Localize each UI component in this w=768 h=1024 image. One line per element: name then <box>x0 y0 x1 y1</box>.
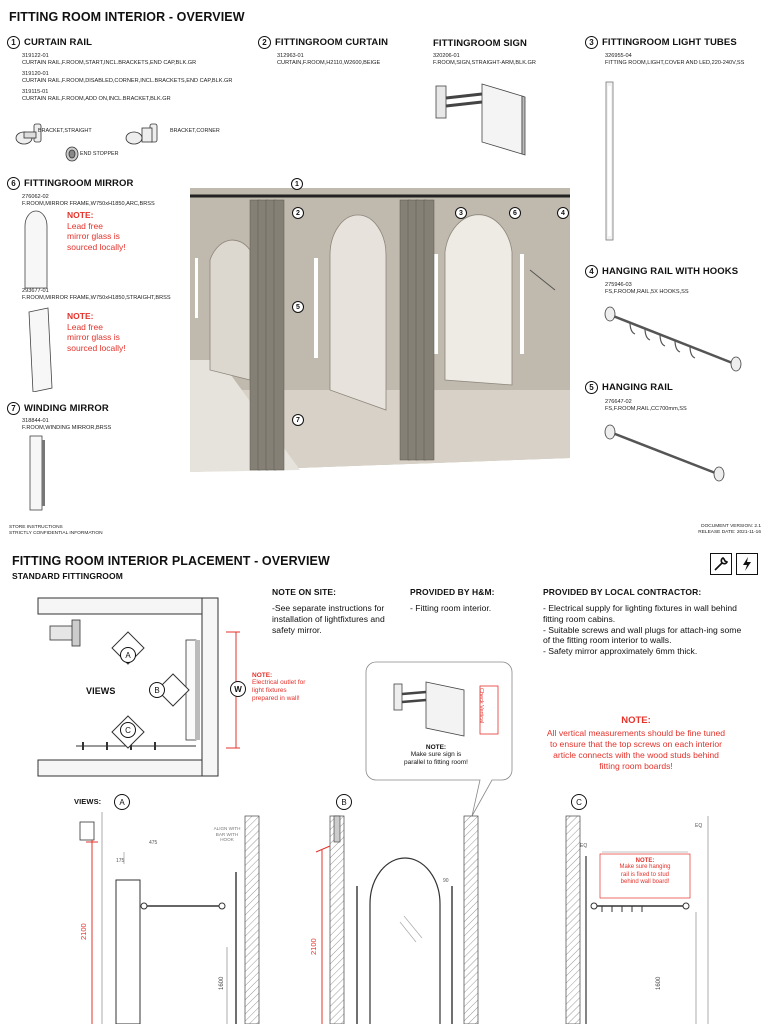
note-label: NOTE: <box>252 672 273 679</box>
section-title: HANGING RAIL WITH HOOKS <box>602 266 739 278</box>
bracket-corner-label: BRACKET,CORNER <box>170 128 220 134</box>
elevation-view-b <box>312 812 492 1024</box>
light-tube-illustration <box>600 80 620 242</box>
section-title: FITTINGROOM CURTAIN <box>275 37 389 49</box>
provided-by-local-contractor <box>543 587 743 657</box>
note-text: Make sure sign is parallel to fitting room! <box>404 751 468 766</box>
callout-1: 1 <box>291 178 303 190</box>
item-desc: CURTAIN RAIL,F.ROOM,ADD ON,INCL.BRACKET,BLK.GR <box>22 96 171 102</box>
hanging-hooks-info <box>605 282 689 296</box>
note-label: NOTE: <box>635 858 655 864</box>
views-row-label: VIEWS: <box>74 797 102 806</box>
mirror-note-2 <box>67 311 147 353</box>
dim-475: 475 <box>149 840 158 846</box>
section-light-tubes-header <box>585 36 737 49</box>
note-text: All vertical measurements should be fine tuned to ensure that the top screws on each interior article connects with the wood studs behind fitting room boards! <box>546 728 726 771</box>
elevation-view-a <box>72 812 267 1024</box>
view-label-b: B <box>149 682 165 698</box>
footer-line: RELEASE DATE: 2021-11-16 <box>698 530 761 535</box>
item-desc: CURTAIN,F.ROOM,H2110,W2600,BEIGE <box>277 60 381 66</box>
light-tubes-info <box>605 53 744 67</box>
callout-5: 5 <box>292 301 304 313</box>
fitting-room-render <box>190 180 585 480</box>
section-number: 7 <box>7 402 20 415</box>
end-stopper-label: END STOPPER <box>80 151 119 157</box>
note-on-site <box>272 587 402 635</box>
views-label: VIEWS <box>86 686 116 696</box>
callout-3: 3 <box>455 207 467 219</box>
item-desc: F.ROOM,MIRROR FRAME,W750xH1850,ARC,BRSS <box>22 201 155 207</box>
curtain-rail-list <box>22 53 252 103</box>
section-hanging-hooks-header <box>585 265 738 278</box>
item-desc: FS,F.ROOM,RAIL,CC700mm,SS <box>605 406 687 412</box>
item-code: 312963-01 <box>277 53 304 59</box>
hanging-rail-illustration <box>600 420 730 490</box>
item-code: 318844-01 <box>22 418 49 424</box>
mirror-straight-info <box>22 288 171 302</box>
item-code: 276062-02 <box>22 194 49 200</box>
callout-2: 2 <box>292 207 304 219</box>
mirror-note-1 <box>67 210 147 252</box>
note-text: Make sure hanging rail is fixed to stud behind wall board! <box>619 864 671 885</box>
note-label: NOTE: <box>425 744 447 751</box>
sign-info <box>433 53 536 67</box>
callout-4: 4 <box>557 207 569 219</box>
eq-right: EQ <box>695 823 703 829</box>
wrench-icon <box>710 553 732 575</box>
footer-line: STORE INSTRUCTIONS <box>9 525 63 530</box>
hanging-hooks-illustration <box>600 300 750 380</box>
item-code: 319120-01 <box>22 71 49 77</box>
sign-detail-bubble <box>364 660 516 820</box>
dim-90: 90 <box>443 878 449 884</box>
note-on-site-title: NOTE ON SITE: <box>272 587 337 597</box>
dim-1600-c: 1600 <box>656 976 662 990</box>
provided-local-line: - Suitable screws and wall plugs for attach-ing some of the fitting room interior to walls. <box>543 624 742 646</box>
page2-title: FITTING ROOM INTERIOR PLACEMENT - OVERVIEW <box>12 554 330 568</box>
note-label: NOTE: <box>67 210 94 220</box>
footer-line: STRICTLY CONFIDENTIAL INFORMATION <box>9 531 103 536</box>
item-desc: F.ROOM,SIGN,STRAIGHT-ARM,BLK.GR <box>433 60 536 66</box>
sign-note <box>396 744 476 767</box>
view-label-c: C <box>120 722 136 738</box>
provided-local-line: - Electrical supply for lighting fixtures in wall behind fitting room cabins. <box>543 603 737 624</box>
provided-hm-text: - Fitting room interior. <box>410 603 492 613</box>
sign-illustration <box>430 76 530 158</box>
dim-2100-a: 2100 <box>79 923 88 940</box>
bracket-straight-label: BRACKET,STRAIGHT <box>38 128 92 134</box>
item-desc: CURTAIN RAIL,F.ROOM,START,INCL.BRACKETS,END CAP,BLK.GR <box>22 60 197 66</box>
view-a-circle: A <box>114 794 130 810</box>
section-mirror-header <box>7 177 133 190</box>
section-title: FITTINGROOM MIRROR <box>24 178 134 190</box>
item-code: 293677-01 <box>22 288 49 294</box>
mirror-arc-illustration <box>22 208 52 290</box>
callout-7: 7 <box>292 414 304 426</box>
dim-2100-b: 2100 <box>309 938 318 955</box>
item-desc: F.ROOM,MIRROR FRAME,W750xH1850,STRAIGHT,BRSS <box>22 295 171 301</box>
align-note: ALIGN WITH BAR WITH HOOK <box>213 826 241 843</box>
dim-1600-a: 1600 <box>219 976 225 990</box>
item-code: 276647-02 <box>605 399 632 405</box>
note-label: NOTE: <box>621 715 651 726</box>
provided-hm-title: PROVIDED BY H&M: <box>410 587 495 597</box>
vertical-measurement-note <box>546 715 726 772</box>
section-curtain-rail-header <box>7 36 92 49</box>
provided-by-hm <box>410 587 530 614</box>
item-desc: CURTAIN RAIL,F.ROOM,DISABLED,CORNER,INCL.BRACKETS,END CAP,BLK.GR <box>22 78 233 84</box>
note-label: NOTE: <box>67 311 94 321</box>
provided-local-line: - Safety mirror approximately 6mm thick. <box>543 646 698 657</box>
curtain-info <box>277 53 380 67</box>
mirror-straight-illustration <box>26 306 56 392</box>
outlet-note <box>252 672 324 703</box>
view-b-circle: B <box>336 794 352 810</box>
hook-note <box>608 858 682 887</box>
outlet-icon: W <box>230 681 246 697</box>
section-winding-mirror-header <box>7 402 109 415</box>
item-code: 326955-04 <box>605 53 632 59</box>
section-title: CURTAIN RAIL <box>24 37 93 49</box>
note-on-site-text: -See separate instructions for installation of lightfixtures and safety mirror. <box>272 603 385 635</box>
section-hanging-rail-header <box>585 381 673 394</box>
item-desc: F.ROOM,WINDING MIRROR,BRSS <box>22 425 112 431</box>
winding-mirror-info <box>22 418 111 432</box>
item-desc: FITTING ROOM,LIGHT,COVER AND LED,220-240V,SS <box>605 60 745 66</box>
section-title: HANGING RAIL <box>602 382 673 394</box>
view-label-a: A <box>120 647 136 663</box>
note-text: Lead free mirror glass is sourced locally! <box>67 321 126 353</box>
footer-right <box>698 524 761 536</box>
section-number: 2 <box>258 36 271 49</box>
note-text: Electrical outlet for light fixtures prepared in wall! <box>252 679 306 702</box>
section-curtain-header <box>258 36 388 49</box>
hanging-rail-info <box>605 399 687 413</box>
winding-mirror-illustration <box>26 432 52 514</box>
item-code: 319122-01 <box>22 53 49 59</box>
section-number: 5 <box>585 381 598 394</box>
sign-vertical-tag: Check Vertical <box>478 688 484 724</box>
item-code: 275946-03 <box>605 282 632 288</box>
bracket-parts-illustration <box>12 118 202 170</box>
floor-plan <box>36 596 226 780</box>
section-sign-title: FITTINGROOM SIGN <box>433 38 527 49</box>
page2-subtitle: STANDARD FITTINGROOM <box>12 571 123 581</box>
section-number: 4 <box>585 265 598 278</box>
footer-line: DOCUMENT VERSION: 2.1 <box>701 524 761 529</box>
section-title: FITTINGROOM LIGHT TUBES <box>602 37 737 49</box>
callout-6: 6 <box>509 207 521 219</box>
footer-left <box>9 525 103 537</box>
lightning-icon <box>736 553 758 575</box>
note-text: Lead free mirror glass is sourced locally! <box>67 220 126 252</box>
view-c-circle: C <box>571 794 587 810</box>
section-number: 1 <box>7 36 20 49</box>
item-code: 320206-01 <box>433 53 460 59</box>
section-number: 3 <box>585 36 598 49</box>
mirror-arc-info <box>22 194 155 208</box>
page-title: FITTING ROOM INTERIOR - OVERVIEW <box>9 10 245 24</box>
item-desc: FS,F.ROOM,RAIL,5X HOOKS,SS <box>605 289 689 295</box>
eq-left: EQ <box>580 843 588 849</box>
dim-175: 175 <box>116 858 125 864</box>
section-number: 6 <box>7 177 20 190</box>
provided-local-title: PROVIDED BY LOCAL CONTRACTOR: <box>543 587 702 597</box>
section-title: WINDING MIRROR <box>24 403 109 415</box>
item-code: 319115-01 <box>22 89 49 95</box>
